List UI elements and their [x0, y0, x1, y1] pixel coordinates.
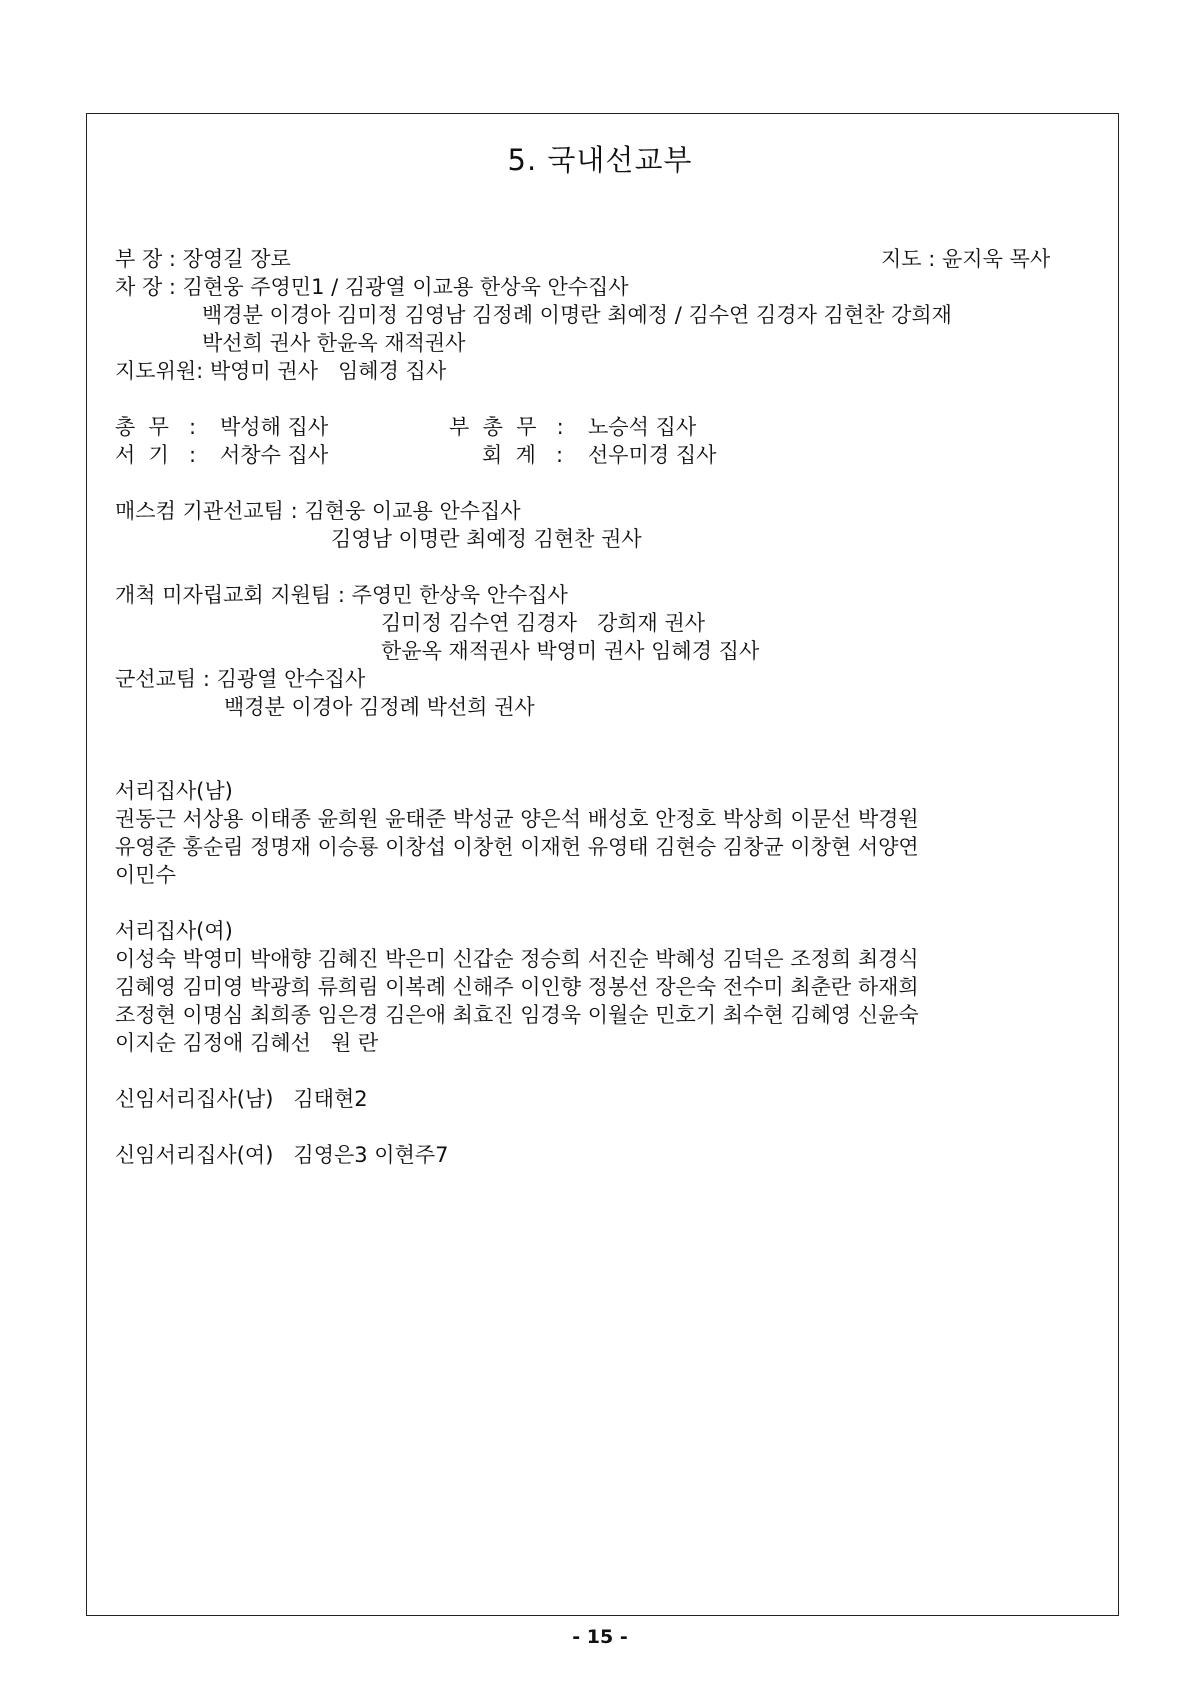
pioneer-support-team-line: 김미정 김수연 김경자 강희재 권사 — [381, 611, 706, 635]
vice-general-label: 부 총 무 : — [449, 415, 564, 439]
new-female-deacons: 신임서리집사(여) 김영은3 이현주7 — [115, 1143, 449, 1167]
mass-comm-team-line: 김영남 이명란 최예정 김현찬 권사 — [331, 527, 642, 551]
vice-head-line: 박선희 권사 한윤옥 재적권사 — [202, 331, 466, 355]
pioneer-support-team-line: 개척 미자립교회 지원팀 : 주영민 한상욱 안수집사 — [115, 583, 568, 607]
page-title: 5. 국내선교부 — [507, 143, 693, 177]
male-deacons-line: 이민수 — [115, 863, 176, 887]
military-mission-team-line: 백경분 이경아 김정례 박선희 권사 — [224, 695, 535, 719]
mass-comm-team-line: 매스컴 기관선교팀 : 김현웅 이교용 안수집사 — [115, 499, 521, 523]
military-mission-team-line: 군선교팀 : 김광열 안수집사 — [115, 667, 366, 691]
vice-general-name: 노승석 집사 — [588, 415, 697, 439]
male-deacons-heading: 서리집사(남) — [115, 779, 233, 803]
secretary-label: 서 기 : — [115, 443, 197, 467]
new-male-deacons: 신임서리집사(남) 김태현2 — [115, 1087, 368, 1111]
vice-head-line: 차 장 : 김현웅 주영민1 / 김광열 이교용 한상욱 안수집사 — [115, 275, 629, 299]
pioneer-support-team-line: 한윤옥 재적권사 박영미 권사 임혜경 집사 — [381, 639, 760, 663]
general-affairs-label: 총 무 : — [115, 415, 197, 439]
department-head: 부 장 : 장영길 장로 — [115, 247, 291, 271]
page-number: - 15 - — [572, 1626, 628, 1648]
secretary-name: 서창수 집사 — [220, 443, 329, 467]
female-deacons-line: 이지순 김정애 김혜선 원 란 — [115, 1031, 379, 1055]
female-deacons-line: 이성숙 박영미 박애향 김혜진 박은미 신갑순 정승희 서진순 박혜성 김덕은 조정희 최경식 — [115, 947, 919, 971]
advisory-members: 지도위원: 박영미 권사 임혜경 집사 — [115, 359, 447, 383]
female-deacons-line: 김혜영 김미영 박광희 류희림 이복례 신해주 이인향 정봉선 장은숙 전수미 최춘란 하재희 — [115, 975, 919, 999]
vice-head-line: 백경분 이경아 김미정 김영남 김정례 이명란 최예정 / 김수연 김경자 김현찬 강희재 — [202, 303, 952, 327]
female-deacons-heading: 서리집사(여) — [115, 919, 233, 943]
male-deacons-line: 유영준 홍순림 정명재 이승룡 이창섭 이창헌 이재헌 유영태 김현승 김창균 이창현 서양연 — [115, 835, 919, 859]
male-deacons-line: 권동근 서상용 이태종 윤희원 윤태준 박성균 양은석 배성호 안정호 박상희 이문선 박경원 — [115, 807, 919, 831]
female-deacons-line: 조정현 이명심 최희종 임은경 김은애 최효진 임경욱 이월순 민호기 최수현 김혜영 신윤숙 — [115, 1003, 919, 1027]
accounting-name: 선우미경 집사 — [588, 443, 717, 467]
advisor-pastor: 지도 : 윤지욱 목사 — [881, 247, 1051, 271]
accounting-label: 회 계 : — [482, 443, 564, 467]
general-affairs-name: 박성해 집사 — [220, 415, 329, 439]
